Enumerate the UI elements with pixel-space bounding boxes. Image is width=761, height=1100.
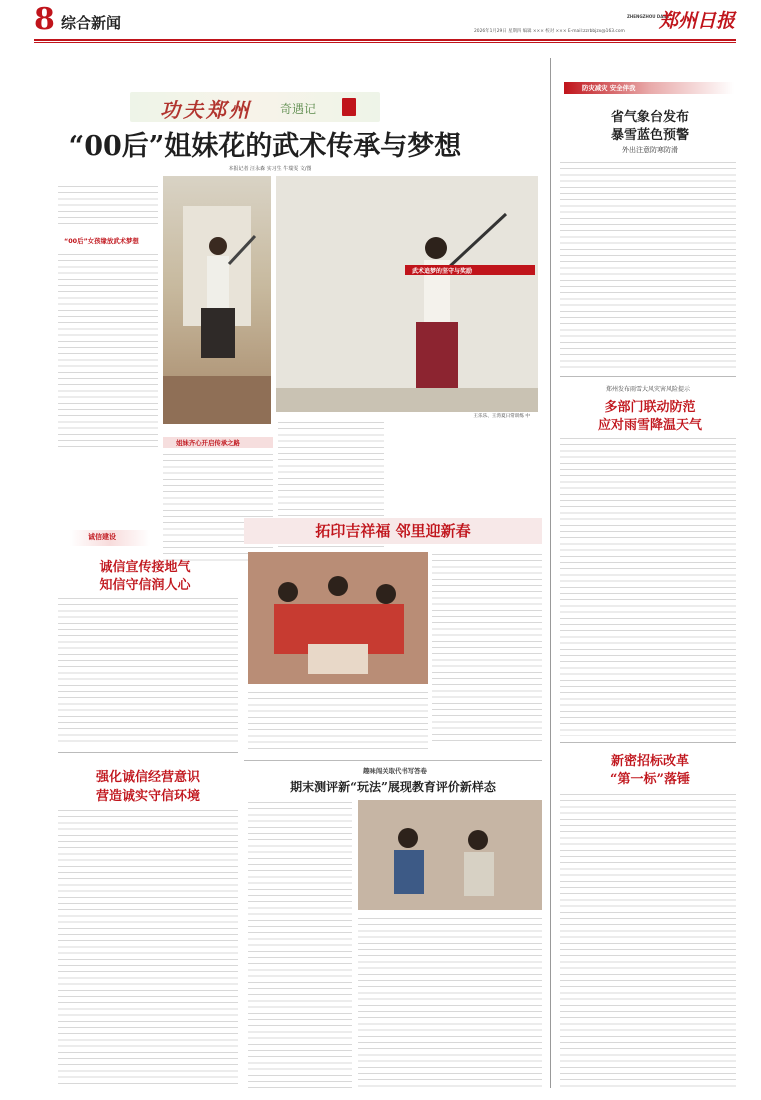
martial-artist-photo-1	[163, 176, 271, 424]
bid-title-l2: “第一标”落锤	[610, 772, 690, 787]
subhead-3: 姐妹齐心开启传承之路	[176, 439, 240, 447]
issue-meta: 2026年1月29日 星期四 编辑 ××× 校对 ××× E-mail:zzrbbjzx@163.com	[474, 29, 625, 34]
right-kicker: 防灾减灾 安全伴我	[582, 84, 636, 92]
center-rule	[244, 760, 542, 761]
photo-2-caption: 王乐乐、王湾夏日常训练 中	[473, 414, 530, 419]
banner-title: 功夫郑州	[160, 98, 252, 122]
section-tag: 诚信建设	[88, 533, 116, 541]
center-kicker: 趣味闯关取代书写答卷	[363, 767, 427, 775]
feature-text-col1	[58, 184, 158, 228]
banner-subtitle: 奇遇记	[280, 102, 317, 116]
feature-text-col2	[163, 452, 273, 562]
joint-text	[560, 436, 736, 736]
page-number: 8	[34, 2, 55, 37]
seal-icon	[342, 98, 356, 116]
business-integrity-text	[58, 808, 238, 1088]
feature-banner	[130, 92, 380, 122]
classroom-photo	[358, 800, 542, 910]
left-rule	[58, 752, 238, 753]
feature-photo-2	[276, 176, 538, 412]
right-rule-1	[560, 376, 736, 377]
paper-name-en: ZHENGZHOU DAILY	[627, 14, 670, 19]
feature-text-col1b	[58, 252, 158, 452]
integrity-text	[58, 596, 238, 746]
page-header	[0, 0, 761, 64]
center-title-2: 期末测评新“玩法”展现教育评价新样态	[290, 780, 496, 794]
subhead-2: 武术追梦的坚守与奖励	[412, 268, 473, 275]
center-photo-2	[358, 800, 542, 910]
subhead-1: “00后”女孩缘放武术梦想	[64, 237, 139, 245]
weather-subtitle: 外出注意防寒防滑	[622, 146, 678, 154]
joint-title-l1: 多部门联动防范	[604, 400, 696, 415]
photo-1-caption	[163, 424, 271, 432]
section-title: 综合新闻	[61, 14, 122, 32]
weather-text	[560, 160, 736, 370]
community-photo	[248, 552, 428, 684]
bid-text	[560, 792, 736, 1088]
weather-title-l2: 暴雪蓝色预警	[610, 128, 689, 143]
column-divider	[550, 58, 551, 1088]
integrity-title-l1: 诚信宣传接地气	[99, 560, 191, 575]
center-text-left	[248, 690, 428, 750]
feature-photo-1	[163, 176, 271, 424]
feature-byline: 本报记者 汪永森 实习生 牛瑞雯 文/图	[228, 166, 312, 172]
center-photo	[248, 552, 428, 684]
center-text-2	[248, 800, 352, 1088]
integrity-title-l2: 知信守信润人心	[99, 578, 191, 593]
feature-title: “00后”姐妹花的武术传承与梦想	[68, 131, 462, 162]
weather-title-l1: 省气象台发布	[610, 110, 689, 125]
center-text-3	[358, 916, 542, 1088]
martial-artist-photo-2	[276, 176, 538, 412]
business-integrity-title-l2: 营造诚实守信环境	[95, 789, 200, 804]
center-title: 拓印吉祥福 邻里迎新春	[315, 522, 471, 540]
business-integrity-title-l1: 强化诚信经营意识	[95, 770, 200, 785]
center-text-right	[432, 552, 542, 742]
joint-title-l2: 应对雨雪降温天气	[597, 418, 702, 433]
right-kicker-2: 郑州发布雨雪大风灾害风险提示	[605, 386, 690, 393]
paper-name-cn: 郑州日报	[659, 10, 736, 32]
header-rule	[34, 39, 736, 41]
header-rule-thin	[34, 42, 736, 43]
bid-title-l1: 新密招标改革	[610, 754, 689, 769]
right-rule-2	[560, 742, 736, 743]
